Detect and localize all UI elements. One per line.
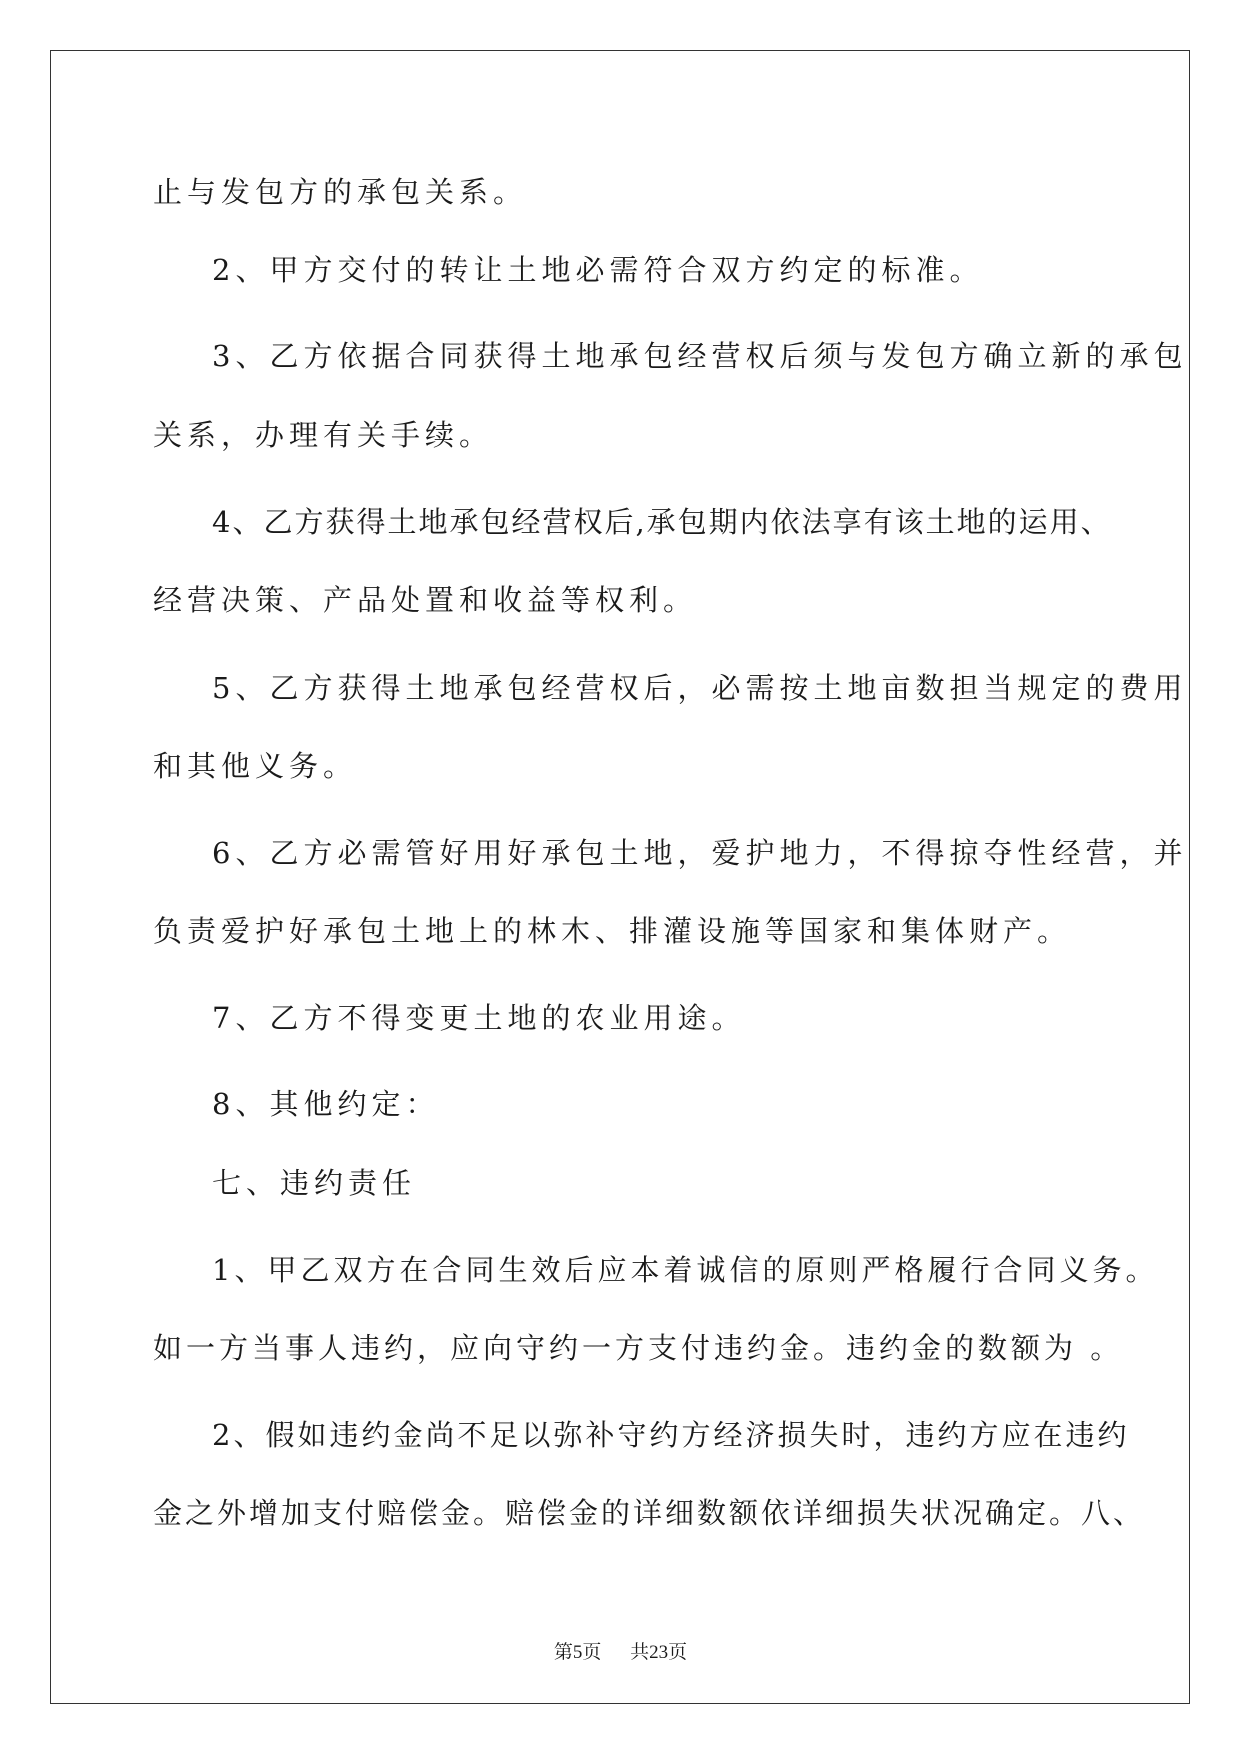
text-line: 6、乙方必需管好用好承包土地，爱护地力，不得掠夺性经营，并 xyxy=(212,836,1188,870)
text-line: 3、乙方依据合同获得土地承包经营权后须与发包方确立新的承包 xyxy=(212,339,1188,373)
text-line: 止与发包方的承包关系。 xyxy=(153,175,528,209)
section-heading: 七、违约责任 xyxy=(212,1166,417,1200)
text-line: 2、假如违约金尚不足以弥补守约方经济损失时，违约方应在违约 xyxy=(212,1418,1130,1452)
page-number: 第5页 xyxy=(553,1642,602,1663)
page-footer xyxy=(0,1637,1241,1664)
page-border xyxy=(50,50,1190,1704)
text-line: 金之外增加支付赔偿金。赔偿金的详细数额依详细损失状况确定。八、 xyxy=(153,1496,1146,1530)
text-line: 5、乙方获得土地承包经营权后，必需按土地亩数担当规定的费用 xyxy=(212,671,1188,705)
text-line: 如一方当事人违约，应向守约一方支付违约金。违约金的数额为 。 xyxy=(153,1331,1124,1365)
text-line: 7、乙方不得变更土地的农业用途。 xyxy=(212,1001,746,1035)
text-line: 1、甲乙双方在合同生效后应本着诚信的原则严格履行合同义务。 xyxy=(212,1253,1159,1287)
text-line: 4、乙方获得土地承包经营权后,承包期内依法享有该土地的运用、 xyxy=(212,505,1112,539)
page-total: 共23页 xyxy=(630,1642,688,1663)
text-line: 8、其他约定： xyxy=(212,1087,440,1121)
text-line: 2、甲方交付的转让土地必需符合双方约定的标准。 xyxy=(212,253,984,287)
text-line: 负责爱护好承包土地上的林木、排灌设施等国家和集体财产。 xyxy=(153,914,1072,948)
text-line: 关系，办理有关手续。 xyxy=(153,418,494,452)
text-line: 经营决策、产品处置和收益等权利。 xyxy=(153,583,698,617)
text-line: 和其他义务。 xyxy=(153,749,358,783)
